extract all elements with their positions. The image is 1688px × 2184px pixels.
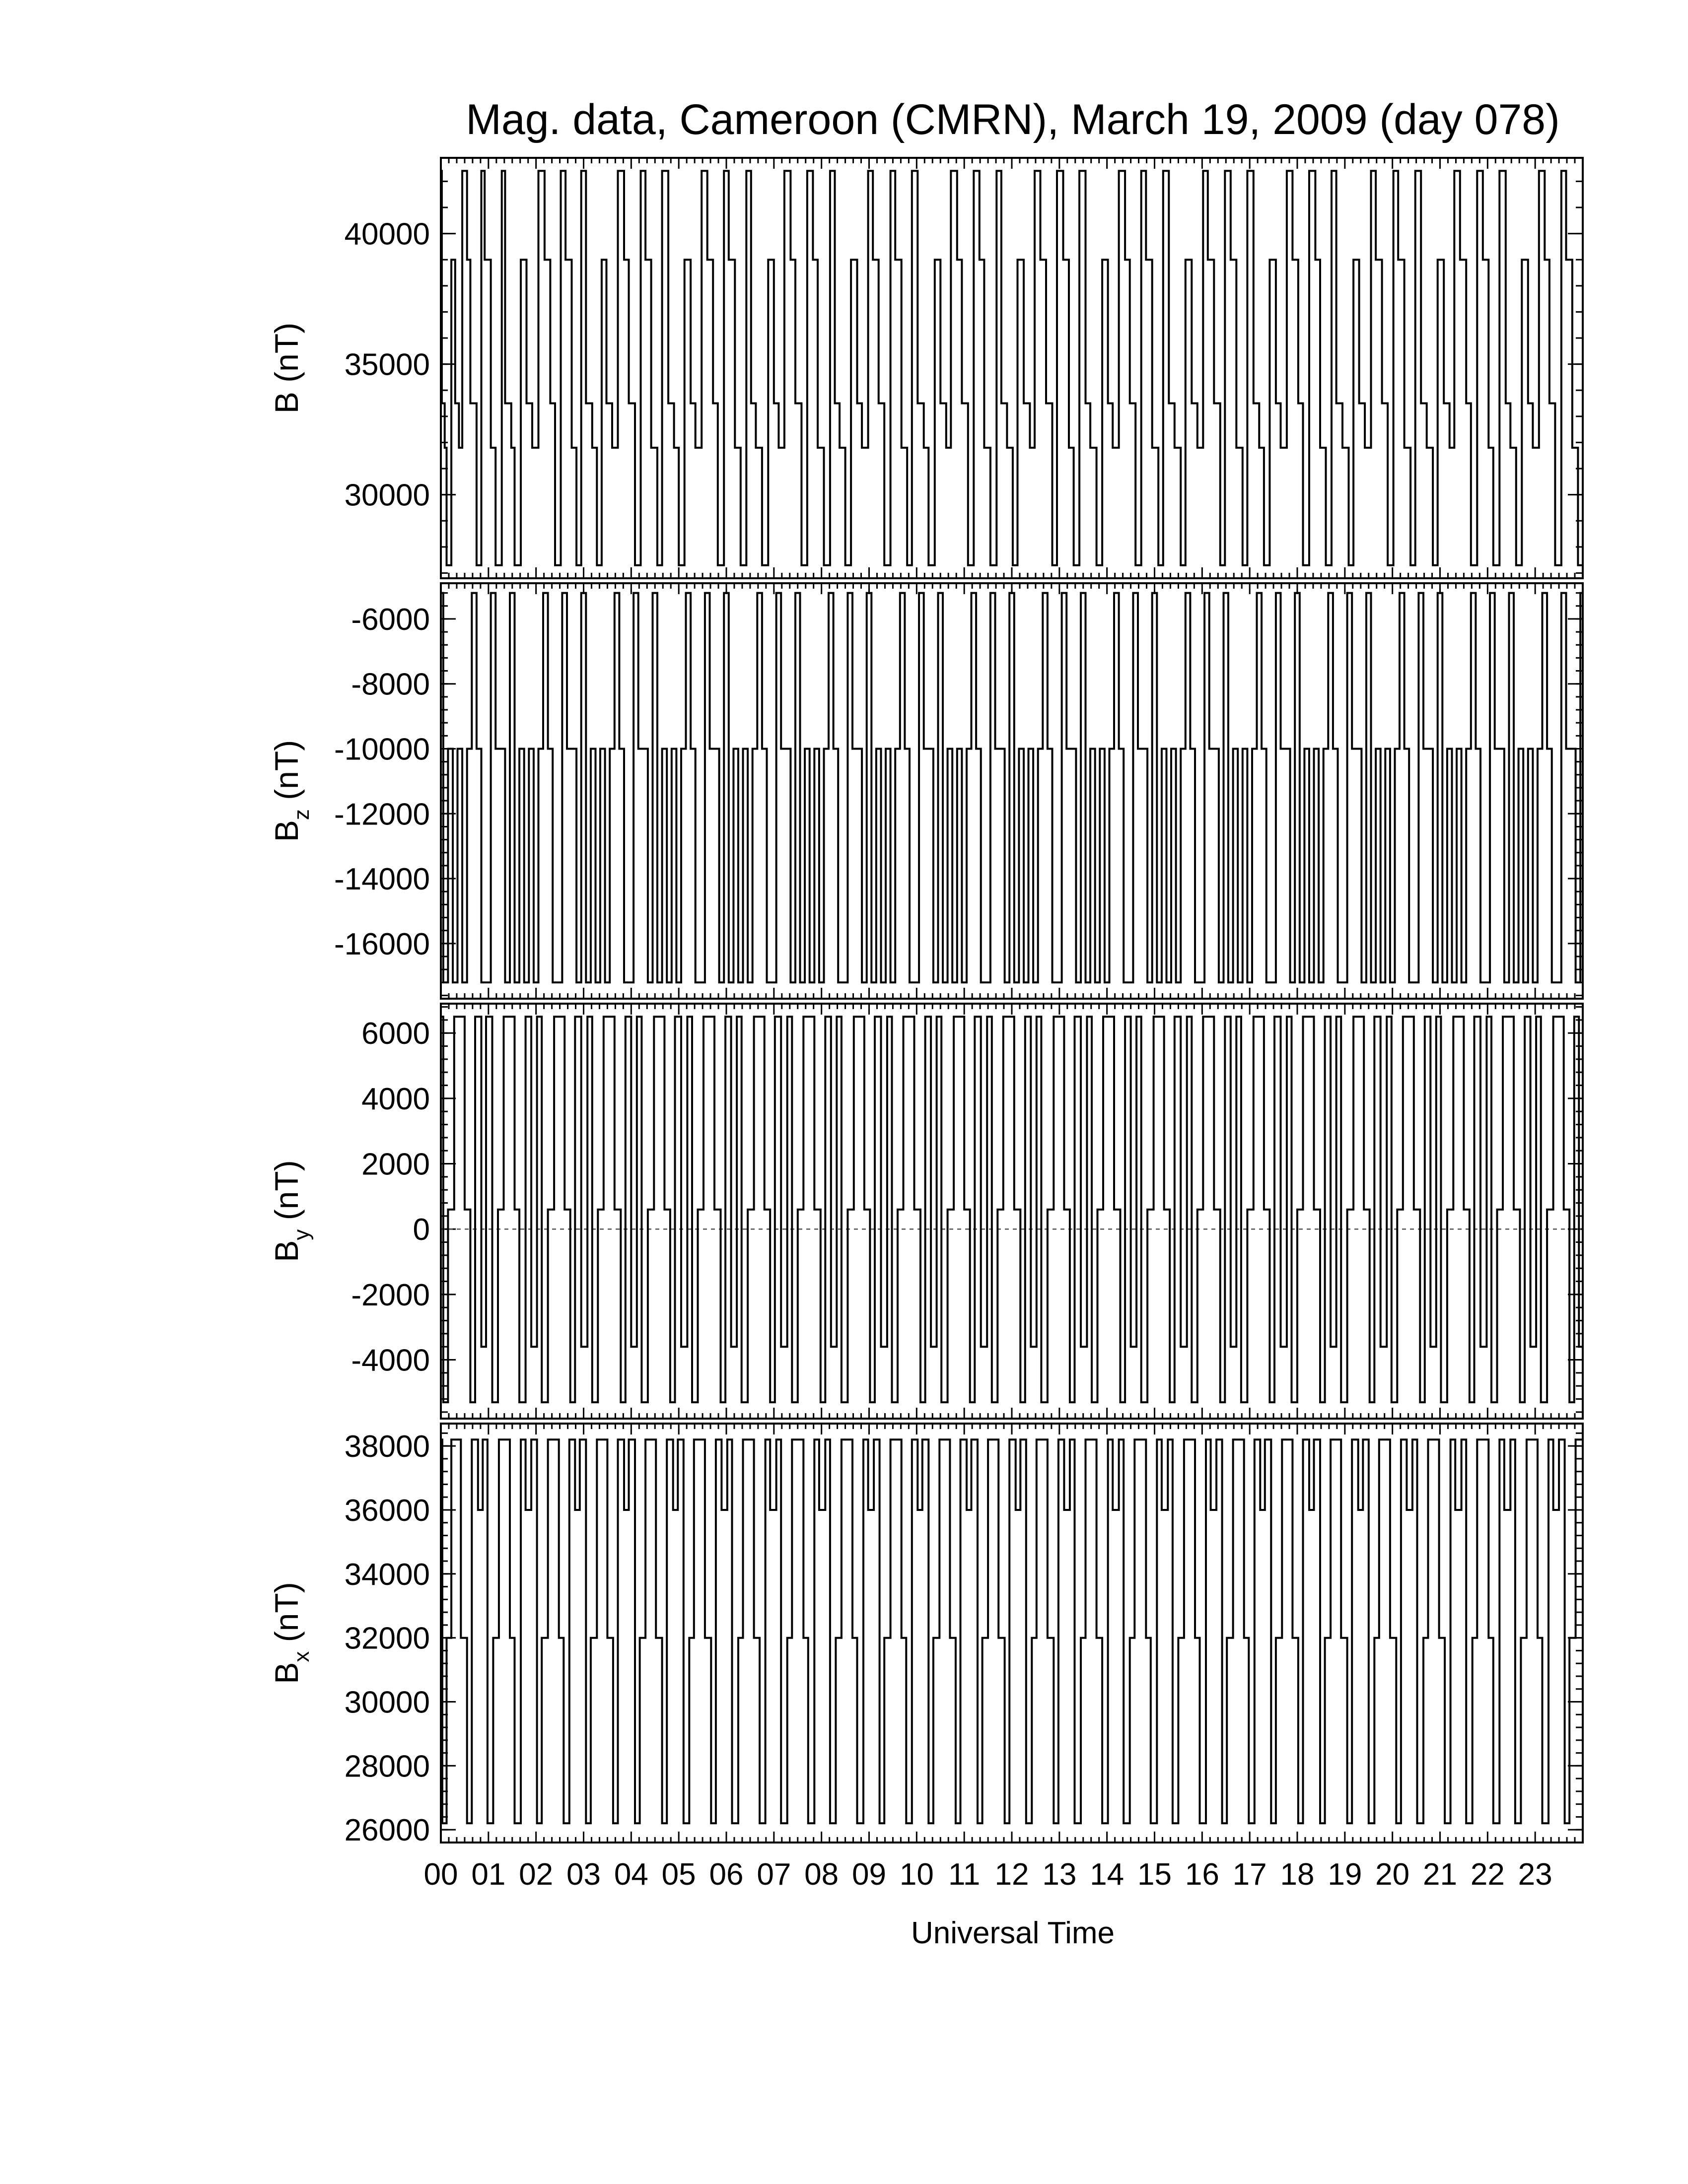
x-tick-label: 22 — [1470, 1857, 1505, 1892]
x-tick-label: 23 — [1518, 1857, 1552, 1892]
x-tick-label: 01 — [471, 1857, 506, 1892]
y-tick-label: 34000 — [344, 1557, 430, 1592]
y-tick-label: -8000 — [351, 667, 430, 702]
y-tick-label: -14000 — [334, 862, 430, 897]
y-tick-label: -6000 — [351, 602, 430, 637]
y-tick-label: 6000 — [361, 1017, 430, 1051]
y-tick-label: 32000 — [344, 1621, 430, 1656]
x-tick-label: 16 — [1185, 1857, 1219, 1892]
y-axis-label: $B_x$ (nT) — [268, 1582, 314, 1684]
x-tick-label: 04 — [614, 1857, 648, 1892]
x-tick-label: 09 — [852, 1857, 886, 1892]
y-tick-label: -12000 — [334, 797, 430, 832]
chart-title: Mag. data, Cameroon (CMRN), March 19, 2009 (day 078) — [466, 96, 1560, 143]
y-tick-label: 28000 — [344, 1749, 430, 1784]
x-tick-label: 15 — [1137, 1857, 1172, 1892]
y-tick-label: 2000 — [361, 1147, 430, 1182]
x-tick-label: 20 — [1375, 1857, 1410, 1892]
x-tick-label: 14 — [1090, 1857, 1125, 1892]
y-tick-label: 40000 — [344, 217, 430, 252]
y-axis-label: B (nT) — [268, 322, 305, 414]
x-tick-label: 05 — [661, 1857, 696, 1892]
y-tick-label: 4000 — [361, 1082, 430, 1116]
y-tick-label: 26000 — [344, 1813, 430, 1848]
y-tick-label: 35000 — [344, 347, 430, 382]
x-tick-label: 12 — [994, 1857, 1029, 1892]
x-tick-label: 08 — [804, 1857, 839, 1892]
x-tick-label: 07 — [757, 1857, 791, 1892]
x-tick-label: 18 — [1280, 1857, 1315, 1892]
y-tick-label: -4000 — [351, 1343, 430, 1378]
x-tick-label: 17 — [1232, 1857, 1267, 1892]
y-tick-label: -10000 — [334, 732, 430, 767]
x-tick-label: 13 — [1042, 1857, 1077, 1892]
y-tick-label: 36000 — [344, 1493, 430, 1528]
y-tick-label: 38000 — [344, 1430, 430, 1464]
x-tick-label: 10 — [899, 1857, 934, 1892]
y-tick-label: -16000 — [334, 927, 430, 961]
y-tick-label: 0 — [413, 1213, 430, 1247]
x-tick-label: 21 — [1423, 1857, 1457, 1892]
x-tick-label: 06 — [709, 1857, 744, 1892]
y-axis-label: $B_y$ (nT) — [268, 1160, 314, 1262]
x-tick-label: 00 — [423, 1857, 458, 1892]
y-tick-label: 30000 — [344, 478, 430, 513]
x-tick-label: 02 — [519, 1857, 554, 1892]
x-tick-label: 11 — [948, 1857, 981, 1892]
y-axis-label: $B_z$ (nT) — [268, 740, 314, 842]
y-tick-label: -2000 — [351, 1278, 430, 1312]
x-tick-label: 03 — [566, 1857, 601, 1892]
y-tick-label: 30000 — [344, 1685, 430, 1720]
x-axis-label: Universal Time — [911, 1916, 1115, 1950]
x-tick-label: 19 — [1328, 1857, 1362, 1892]
